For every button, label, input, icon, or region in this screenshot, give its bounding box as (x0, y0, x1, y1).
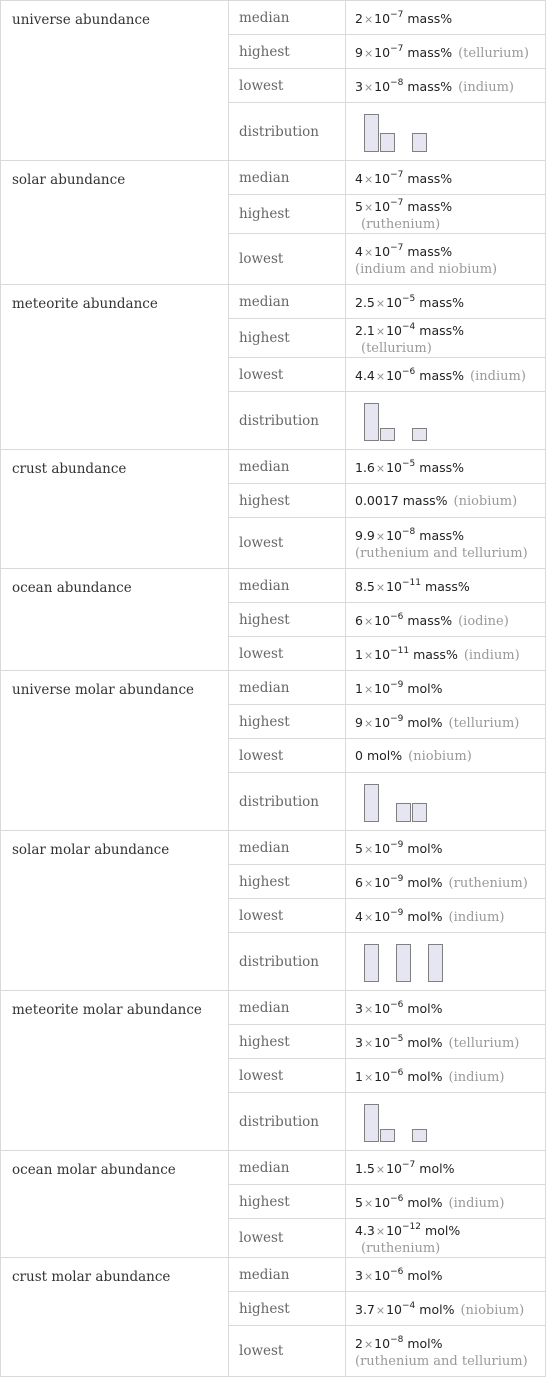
value-base: 10 (374, 681, 391, 696)
table-row (1, 991, 546, 1025)
extreme-element: (ruthenium) (361, 217, 441, 232)
value-exponent: −5 (402, 294, 416, 304)
value-base: 10 (374, 171, 391, 186)
value-unit: mass% (425, 579, 470, 594)
stat-label: lowest (229, 899, 346, 933)
value-exponent: −6 (390, 1267, 404, 1277)
value-base: 10 (374, 1001, 391, 1016)
stat-label: lowest (229, 739, 346, 773)
value-mantissa: 3.7 (355, 1302, 375, 1317)
table-row (1, 285, 546, 319)
extreme-element: (niobium) (453, 493, 518, 509)
stat-value (346, 739, 546, 773)
value-unit: mol% (419, 1302, 455, 1317)
stat-label: distribution (229, 103, 346, 161)
table-row (1, 1258, 546, 1292)
stat-value (346, 1, 546, 35)
value-base: 10 (374, 1195, 391, 1210)
table-row (1, 671, 546, 705)
times-symbol: × (363, 1338, 374, 1351)
table-row (1, 450, 546, 484)
stat-label: lowest (229, 637, 346, 671)
extreme-element: (niobium) (460, 1303, 525, 1318)
times-symbol: × (375, 1304, 386, 1317)
value-base: 10 (386, 295, 403, 310)
times-symbol: × (375, 370, 386, 383)
stat-label: highest (229, 484, 346, 518)
property-name: universe molar abundance (1, 671, 229, 831)
histogram-gap (380, 821, 395, 822)
value-unit: mol% (407, 1069, 443, 1084)
value-unit: mass% (419, 295, 465, 310)
value-exponent: −4 (402, 322, 416, 332)
extreme-element: (ruthenium) (448, 876, 528, 891)
value-base: 10 (386, 368, 403, 383)
value-base: 10 (374, 11, 391, 26)
times-symbol: × (363, 81, 374, 94)
extreme-element: (tellurium) (361, 341, 432, 356)
value-exponent: −7 (390, 170, 404, 180)
value-mantissa: 2.5 (355, 295, 375, 310)
value-base: 10 (374, 647, 391, 662)
value-mantissa: 9 (355, 45, 363, 60)
stat-value (346, 358, 546, 392)
times-symbol: × (375, 530, 386, 543)
histogram-bar (364, 944, 379, 982)
table-row (1, 831, 546, 865)
value-base: 10 (386, 1302, 403, 1317)
extreme-element: (tellurium) (448, 1036, 520, 1051)
value-base: 10 (374, 613, 391, 628)
times-symbol: × (363, 13, 374, 26)
value-unit: mass% (402, 492, 448, 508)
stat-value (346, 35, 546, 69)
value-unit: mol% (407, 1195, 443, 1210)
stat-label: highest (229, 1025, 346, 1059)
value-unit: mol% (407, 1001, 443, 1016)
value-base: 10 (374, 244, 391, 259)
property-name: solar molar abundance (1, 831, 229, 991)
histogram-bar (412, 803, 427, 822)
times-symbol: × (363, 877, 374, 890)
stat-label: highest (229, 705, 346, 739)
extreme-element: (ruthenium) (361, 1241, 441, 1256)
value-exponent: −9 (390, 714, 404, 724)
stat-label: highest (229, 865, 346, 899)
value-exponent: −6 (390, 612, 404, 622)
times-symbol: × (363, 649, 374, 662)
value-base: 10 (374, 45, 391, 60)
value-mantissa: 3 (355, 79, 363, 94)
histogram-gap (396, 1141, 411, 1142)
value-exponent: −7 (390, 10, 404, 20)
value-base: 10 (386, 460, 403, 475)
value-unit: mol% (407, 841, 443, 856)
histogram-bar (364, 784, 379, 822)
value-mantissa: 5 (355, 1195, 363, 1210)
value-mantissa: 1.5 (355, 1161, 375, 1176)
value-unit: mol% (407, 681, 443, 696)
value-mantissa: 4.4 (355, 368, 375, 383)
stat-value (346, 450, 546, 484)
times-symbol: × (363, 47, 374, 60)
value-unit: mass% (407, 244, 453, 259)
value-exponent: −7 (390, 243, 404, 253)
value-mantissa: 3 (355, 1268, 363, 1283)
value-base: 10 (386, 323, 403, 338)
times-symbol: × (363, 173, 374, 186)
histogram-bar (412, 1129, 427, 1142)
histogram-gap (396, 440, 411, 441)
histogram-bar (380, 428, 395, 441)
stat-value (346, 831, 546, 865)
stat-value (346, 1326, 546, 1377)
value-mantissa: 6 (355, 613, 363, 628)
histogram-bar (364, 1104, 379, 1142)
property-name: crust abundance (1, 450, 229, 569)
stat-value (346, 1059, 546, 1093)
value-unit: mol% (419, 1161, 455, 1176)
value-mantissa: 9 (355, 715, 363, 730)
times-symbol: × (363, 246, 374, 259)
value-base: 10 (386, 1161, 403, 1176)
stat-label: distribution (229, 773, 346, 831)
histogram-gap (396, 151, 411, 152)
value-mantissa: 4 (355, 244, 363, 259)
histogram-bar (412, 133, 427, 152)
times-symbol: × (375, 462, 386, 475)
value-exponent: −9 (390, 908, 404, 918)
histogram-bar (364, 114, 379, 152)
extreme-element: (niobium) (408, 748, 472, 764)
value-exponent: −11 (390, 646, 410, 656)
times-symbol: × (363, 911, 374, 924)
histogram-bar (428, 944, 443, 982)
value-unit: mol% (407, 1268, 443, 1283)
stat-label: lowest (229, 358, 346, 392)
value-unit: mass% (419, 528, 465, 543)
histogram-bar (396, 803, 411, 822)
extreme-element: (indium) (463, 648, 520, 663)
stat-value (346, 1258, 546, 1292)
stat-value (346, 1292, 546, 1326)
value-base: 10 (386, 579, 403, 594)
histogram-gap (380, 981, 395, 982)
value-base: 10 (386, 528, 403, 543)
value-exponent: −7 (390, 44, 404, 54)
value-unit: mol% (407, 1035, 443, 1050)
value-unit: mol% (407, 1336, 443, 1351)
value-mantissa: 1 (355, 681, 363, 696)
stat-label: distribution (229, 392, 346, 450)
times-symbol: × (375, 325, 386, 338)
value-base: 10 (374, 841, 391, 856)
distribution-histogram (346, 933, 546, 991)
value-exponent: −8 (402, 527, 416, 537)
value-unit: mass% (407, 45, 453, 60)
times-symbol: × (363, 1037, 374, 1050)
histogram-bar (380, 133, 395, 152)
value-base: 10 (374, 79, 391, 94)
times-symbol: × (363, 683, 374, 696)
stat-value (346, 1185, 546, 1219)
value-exponent: −9 (390, 874, 404, 884)
value-number: 0.0017 (355, 492, 399, 508)
stat-label: lowest (229, 1326, 346, 1377)
stat-value (346, 899, 546, 933)
value-mantissa: 6 (355, 875, 363, 890)
value-unit: mol% (407, 875, 443, 890)
stat-label: highest (229, 1292, 346, 1326)
extreme-element: (indium) (448, 910, 505, 925)
stat-label: lowest (229, 234, 346, 285)
extreme-element: (ruthenium and tellurium) (355, 1354, 528, 1369)
value-mantissa: 5 (355, 199, 363, 214)
times-symbol: × (363, 1071, 374, 1084)
value-mantissa: 2 (355, 11, 363, 26)
times-symbol: × (375, 1225, 386, 1238)
value-base: 10 (374, 1268, 391, 1283)
value-unit: mol% (366, 747, 403, 763)
extreme-element: (tellurium) (448, 716, 520, 731)
table-row (1, 569, 546, 603)
value-mantissa: 2 (355, 1336, 363, 1351)
stat-label: median (229, 1258, 346, 1292)
extreme-element: (indium) (448, 1196, 505, 1211)
stat-label: median (229, 161, 346, 195)
value-base: 10 (386, 1223, 403, 1238)
value-mantissa: 2.1 (355, 323, 375, 338)
value-mantissa: 9.9 (355, 528, 375, 543)
stat-label: median (229, 569, 346, 603)
stat-label: median (229, 285, 346, 319)
stat-label: distribution (229, 933, 346, 991)
stat-value (346, 865, 546, 899)
value-mantissa: 5 (355, 841, 363, 856)
value-exponent: −8 (390, 78, 404, 88)
value-unit: mass% (407, 613, 453, 628)
value-unit: mass% (407, 79, 453, 94)
value-exponent: −7 (402, 1160, 416, 1170)
stat-label: lowest (229, 1059, 346, 1093)
stat-value (346, 195, 546, 234)
value-exponent: −7 (390, 198, 404, 208)
table-row (1, 1, 546, 35)
value-exponent: −6 (402, 367, 416, 377)
value-base: 10 (374, 1069, 391, 1084)
value-exponent: −6 (390, 1068, 404, 1078)
value-exponent: −6 (390, 1194, 404, 1204)
distribution-histogram (346, 1093, 546, 1151)
times-symbol: × (363, 201, 374, 214)
stat-value (346, 484, 546, 518)
stat-value (346, 518, 546, 569)
stat-value (346, 671, 546, 705)
stat-value (346, 705, 546, 739)
times-symbol: × (363, 1270, 374, 1283)
histogram-gap (412, 981, 427, 982)
value-base: 10 (374, 715, 391, 730)
times-symbol: × (363, 717, 374, 730)
distribution-histogram (346, 773, 546, 831)
value-base: 10 (374, 1035, 391, 1050)
value-mantissa: 4 (355, 171, 363, 186)
extreme-element: (iodine) (458, 614, 509, 629)
stat-value (346, 161, 546, 195)
distribution-histogram (346, 103, 546, 161)
value-base: 10 (374, 909, 391, 924)
value-unit: mass% (419, 323, 465, 338)
value-unit: mass% (419, 368, 465, 383)
property-name: ocean molar abundance (1, 1151, 229, 1258)
value-exponent: −5 (402, 459, 416, 469)
extreme-element: (ruthenium and tellurium) (355, 546, 528, 561)
value-unit: mass% (407, 199, 453, 214)
value-mantissa: 4.3 (355, 1223, 375, 1238)
stat-value (346, 1025, 546, 1059)
value-exponent: −8 (390, 1335, 404, 1345)
stat-value (346, 569, 546, 603)
times-symbol: × (363, 1197, 374, 1210)
value-number: 0 (355, 747, 363, 763)
stat-value (346, 234, 546, 285)
table-row (1, 161, 546, 195)
times-symbol: × (363, 615, 374, 628)
value-exponent: −6 (390, 1000, 404, 1010)
value-mantissa: 1.6 (355, 460, 375, 475)
times-symbol: × (375, 297, 386, 310)
value-exponent: −12 (402, 1222, 422, 1232)
property-name: solar abundance (1, 161, 229, 285)
histogram-bar (396, 944, 411, 982)
stat-label: lowest (229, 1219, 346, 1258)
value-unit: mol% (407, 909, 443, 924)
value-base: 10 (374, 1336, 391, 1351)
value-mantissa: 1 (355, 1069, 363, 1084)
times-symbol: × (375, 1163, 386, 1176)
property-name: crust molar abundance (1, 1258, 229, 1377)
stat-value (346, 285, 546, 319)
value-exponent: −5 (390, 1034, 404, 1044)
times-symbol: × (375, 581, 386, 594)
stat-value (346, 319, 546, 358)
extreme-element: (indium) (470, 369, 526, 384)
stat-label: median (229, 831, 346, 865)
stat-label: highest (229, 603, 346, 637)
value-mantissa: 4 (355, 909, 363, 924)
stat-label: lowest (229, 518, 346, 569)
distribution-histogram (346, 392, 546, 450)
value-exponent: −9 (390, 840, 404, 850)
value-unit: mass% (413, 647, 458, 662)
value-mantissa: 8.5 (355, 579, 375, 594)
times-symbol: × (363, 843, 374, 856)
stat-value (346, 1151, 546, 1185)
stat-label: median (229, 671, 346, 705)
times-symbol: × (363, 1003, 374, 1016)
value-unit: mol% (425, 1223, 461, 1238)
table-row (1, 1151, 546, 1185)
value-unit: mass% (407, 171, 453, 186)
stat-value (346, 69, 546, 103)
value-exponent: −4 (402, 1301, 416, 1311)
stat-value (346, 603, 546, 637)
property-name: ocean abundance (1, 569, 229, 671)
property-name: universe abundance (1, 1, 229, 161)
extreme-element: (indium) (448, 1070, 505, 1085)
stat-label: median (229, 1151, 346, 1185)
stat-label: highest (229, 35, 346, 69)
value-exponent: −11 (402, 578, 422, 588)
value-unit: mass% (419, 460, 465, 475)
stat-label: median (229, 1, 346, 35)
value-base: 10 (374, 875, 391, 890)
stat-label: highest (229, 319, 346, 358)
value-base: 10 (374, 199, 391, 214)
histogram-bar (412, 428, 427, 441)
stat-label: median (229, 450, 346, 484)
value-unit: mol% (407, 715, 443, 730)
stat-label: highest (229, 195, 346, 234)
value-mantissa: 3 (355, 1035, 363, 1050)
histogram-bar (380, 1129, 395, 1142)
stat-label: distribution (229, 1093, 346, 1151)
value-mantissa: 3 (355, 1001, 363, 1016)
extreme-element: (tellurium) (458, 46, 529, 61)
property-name: meteorite molar abundance (1, 991, 229, 1151)
extreme-element: (indium and niobium) (355, 262, 498, 277)
stat-label: lowest (229, 69, 346, 103)
stat-value (346, 637, 546, 671)
property-name: meteorite abundance (1, 285, 229, 450)
stat-value (346, 1219, 546, 1258)
stat-label: median (229, 991, 346, 1025)
value-mantissa: 1 (355, 647, 363, 662)
histogram-bar (364, 403, 379, 441)
value-exponent: −9 (390, 680, 404, 690)
stat-label: highest (229, 1185, 346, 1219)
extreme-element: (indium) (458, 80, 514, 95)
value-unit: mass% (407, 11, 453, 26)
stat-value (346, 991, 546, 1025)
